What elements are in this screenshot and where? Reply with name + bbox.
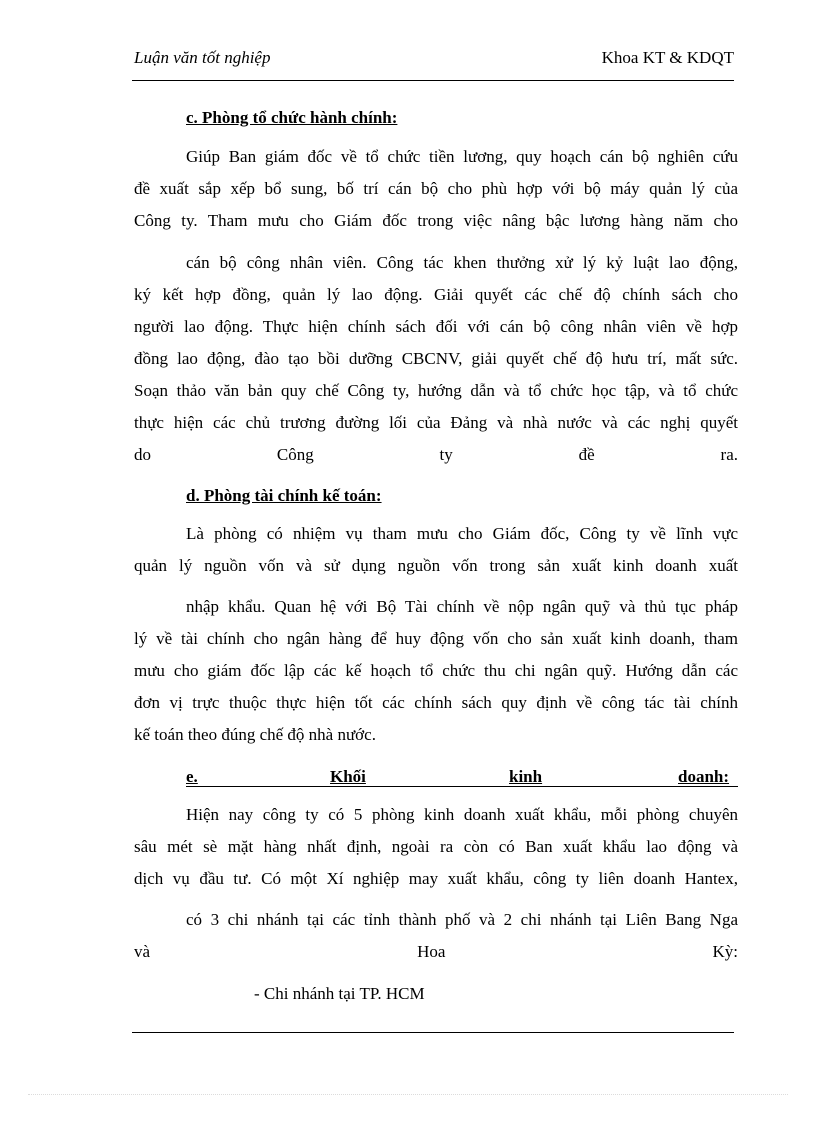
section-d-line: lý về tài chính cho ngân hàng để huy động vốn cho sản xuất kinh doanh, tham (134, 629, 738, 648)
section-c-line: Soạn thảo văn bản quy chế Công ty, hướng dẫn và tổ chức học tập, và tổ chức (134, 381, 738, 400)
section-e-heading-underline (186, 786, 738, 787)
section-d-line: quản lý nguồn vốn và sử dụng nguồn vốn trong sản xuất kinh doanh xuất (134, 556, 738, 575)
page-bottom-border (28, 1094, 788, 1095)
section-c-line: đồng lao động, đào tạo bồi dưỡng CBCNV, giải quyết chế độ hưu trí, mất sức. (134, 349, 738, 368)
section-d-line: kế toán theo đúng chế độ nhà nước. (134, 725, 376, 744)
section-c-line: người lao động. Thực hiện chính sách đối với cán bộ công nhân viên về hợp (134, 317, 738, 336)
section-c-line: Công ty. Tham mưu cho Giám đốc trong việc nâng bậc lương hàng năm cho (134, 211, 738, 230)
section-c-line: thực hiện các chủ trương đường lối của Đảng và nhà nước và các nghị quyết (134, 413, 738, 432)
section-e-heading-word: e. (186, 767, 198, 786)
section-e-line: dịch vụ đầu tư. Có một Xí nghiệp may xuất khẩu, công ty liên doanh Hantex, (134, 869, 738, 888)
section-e-line: có 3 chi nhánh tại các tỉnh thành phố và 2 chi nhánh tại Liên Bang Nga (186, 910, 738, 929)
section-c-line: đề xuất sắp xếp bổ sung, bố trí cán bộ cho phù hợp với bộ máy quản lý của (134, 179, 738, 198)
section-e-bullet: - Chi nhánh tại TP. HCM (254, 984, 425, 1003)
section-e-heading-word: Khối (330, 767, 366, 786)
footer-divider (132, 1032, 734, 1033)
section-d-line: mưu cho giám đốc lập các kế hoạch tổ chức thu chi ngân quỹ. Hướng dẫn các (134, 661, 738, 680)
section-c-line: ký kết hợp đồng, quản lý lao động. Giải quyết các chế độ chính sách cho (134, 285, 738, 304)
section-e-line: và Hoa Kỳ: (134, 942, 738, 961)
section-c-heading: c. Phòng tổ chức hành chính: (186, 108, 398, 127)
section-d-line: nhập khẩu. Quan hệ với Bộ Tài chính về nộp ngân quỹ và thủ tục pháp (186, 597, 738, 616)
section-c-line: Giúp Ban giám đốc về tổ chức tiền lương, quy hoạch cán bộ nghiên cứu (186, 147, 738, 166)
section-d-line: Là phòng có nhiệm vụ tham mưu cho Giám đốc, Công ty về lĩnh vực (186, 524, 738, 543)
section-e-line: sâu mét sè mặt hàng nhất định, ngoài ra còn có Ban xuất khẩu lao động và (134, 837, 738, 856)
section-c-line: cán bộ công nhân viên. Công tác khen thưởng xử lý kỷ luật lao động, (186, 253, 738, 272)
section-d-heading: d. Phòng tài chính kế toán: (186, 486, 382, 505)
header-divider (132, 80, 734, 81)
header-faculty: Khoa KT & KDQT (601, 48, 734, 67)
section-c-line: do Công ty đề ra. (134, 445, 738, 464)
section-e-heading-word: doanh: (678, 767, 730, 786)
section-e-line: Hiện nay công ty có 5 phòng kinh doanh xuất khẩu, mỗi phòng chuyên (186, 805, 738, 824)
header-thesis-title: Luận văn tốt nghiệp (134, 48, 271, 67)
section-e-heading-word: kinh (509, 767, 543, 786)
section-d-line: đơn vị trực thuộc thực hiện tốt các chính sách quy định về công tác tài chính (134, 693, 738, 712)
